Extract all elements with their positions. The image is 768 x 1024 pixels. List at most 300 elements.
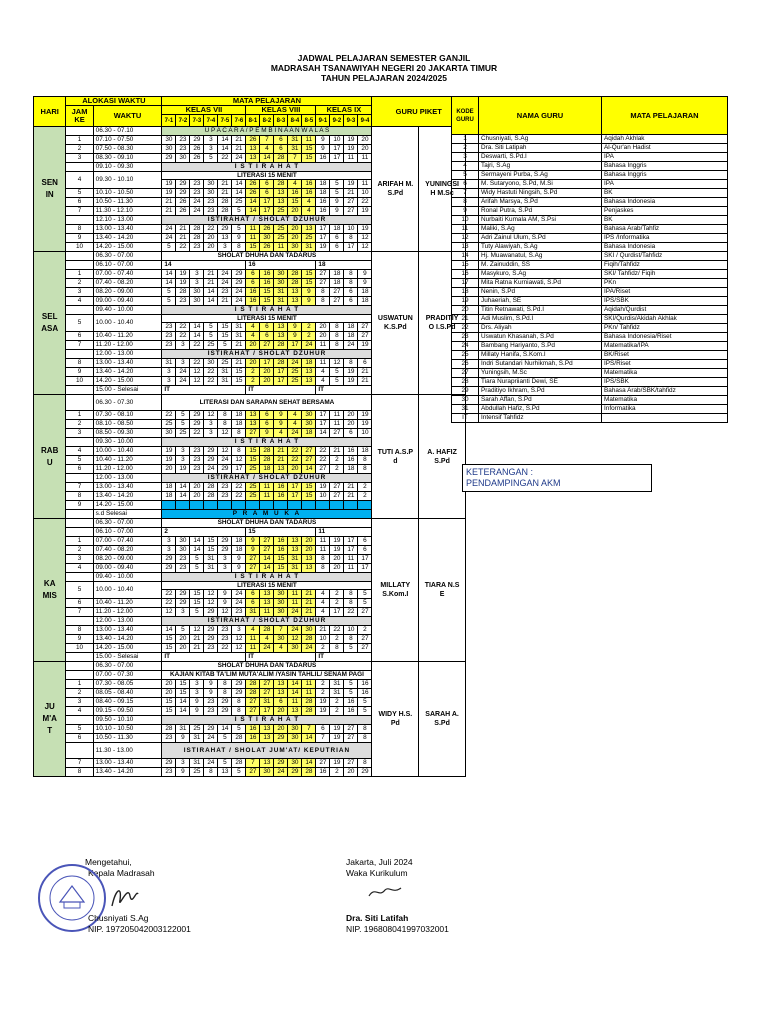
subject-code: 12: [218, 429, 232, 438]
teacher-name: Tajri, S.Ag: [479, 162, 602, 171]
sign-left-name: Chusniyati S.Ag: [88, 913, 149, 923]
subject-code: 20: [246, 359, 260, 368]
subject-code: 2: [358, 492, 372, 501]
class-note: 18: [316, 261, 372, 270]
waktu: 09.00 - 09.40: [93, 297, 162, 306]
waktu: 08.05 - 08.40: [93, 689, 162, 698]
teacher-name: Yuningsih, M.Sc: [479, 369, 602, 378]
subject-code: 24: [218, 270, 232, 279]
subject-code: 23: [190, 243, 204, 252]
col-kelas-8: KELAS VIII: [246, 106, 316, 115]
subject-code: 28: [302, 635, 316, 644]
subject-code: 14: [218, 725, 232, 734]
jam-ke: 10: [66, 644, 93, 653]
subject-code: 30: [288, 243, 302, 252]
jam-ke: [66, 662, 93, 671]
subject-code: 13: [288, 537, 302, 546]
subject-code: 2: [316, 644, 330, 653]
teacher-row: [452, 369, 728, 378]
subject-code: 4: [246, 626, 260, 635]
subject-code: 5: [344, 644, 358, 653]
teacher-subject: Aqidah Akhlak: [602, 135, 728, 144]
waktu: 10.10 - 10.50: [93, 189, 162, 198]
day-2: RABU: [34, 395, 66, 519]
subject-code: 9: [288, 332, 302, 341]
subject-code: 14: [231, 180, 245, 188]
subject-code: 3: [162, 537, 176, 546]
guru-piket-1: ARIFAH M.S.Pd: [372, 127, 419, 252]
jam-ke: 7: [66, 483, 93, 492]
teacher-name: Uswatun Khasanah, S.Pd: [479, 333, 602, 342]
subject-code: 21: [344, 492, 358, 501]
subject-code: 21: [330, 447, 344, 456]
waktu: 14.20 - 15.00: [93, 243, 162, 252]
subject-code: 8: [358, 456, 372, 465]
subject-code: 9: [232, 555, 246, 564]
teacher-code: 29: [452, 387, 479, 396]
subject-code: 16: [316, 154, 330, 163]
teacher-code: 19: [452, 297, 479, 306]
class-9-3: 9-3: [344, 115, 358, 127]
subject-code: 28: [190, 234, 204, 243]
subject-code: 16: [246, 297, 260, 306]
subject-code: 20: [274, 725, 288, 734]
jam-ke: 1: [66, 411, 93, 420]
teacher-row: [452, 153, 728, 162]
subject-code: 6: [260, 189, 274, 198]
subject-code: 9: [330, 207, 344, 216]
block-label: ISTIRAHAT / SHOLAT DZUHUR: [162, 350, 372, 359]
teacher-row: [452, 414, 728, 423]
subject-code: 7: [288, 154, 302, 163]
keterangan-title: KETERANGAN :: [466, 467, 534, 477]
subject-code: 22: [316, 456, 330, 465]
subject-code: 24: [162, 234, 176, 243]
subject-code: 25: [246, 465, 260, 474]
subject-code: 22: [175, 323, 189, 331]
subject-code: 3: [204, 136, 218, 145]
pramuka-cell: [162, 501, 176, 510]
teacher-name: Maliki, S.Ag: [479, 225, 602, 234]
teacher-subject: Informatika: [602, 405, 728, 414]
teacher-subject: Bahasa Indonesia: [602, 243, 728, 252]
col-kelas-9: KELAS IX: [316, 106, 372, 115]
teacher-code: 21: [452, 315, 479, 324]
waktu: 06.30 - 07.00: [93, 519, 162, 528]
subject-code: 27: [316, 465, 330, 474]
subject-code: 7: [302, 725, 316, 734]
subject-code: 3: [176, 447, 190, 456]
subject-code: 29: [358, 768, 372, 777]
subject-code: 4: [316, 599, 330, 608]
teacher-subject: Matematika/IPA: [602, 342, 728, 351]
subject-group: [162, 582, 372, 599]
subject-code: 28: [260, 447, 274, 456]
subject-code: 25: [246, 492, 260, 501]
subject-code: 31: [231, 323, 245, 331]
jam-ke: 10: [66, 377, 93, 386]
subject-code: 31: [302, 243, 316, 252]
subject-code: 27: [260, 680, 274, 689]
waktu: 07.00 - 07.30: [93, 671, 162, 680]
subject-code: 27: [344, 198, 358, 207]
subject-code: 5: [190, 555, 204, 564]
subject-code: 8: [344, 234, 358, 243]
subject-code: 6: [344, 288, 358, 297]
teacher-row: [452, 396, 728, 405]
teacher-subject: Bahasa Indonesia: [602, 198, 728, 207]
waktu: 08.40 - 09.15: [93, 698, 162, 707]
subject-code: 19: [358, 225, 372, 234]
subject-code: 14: [204, 288, 218, 297]
subject-code: 30: [260, 768, 274, 777]
teacher-code: 11: [452, 225, 479, 234]
teacher-row: [452, 288, 728, 297]
subject-code: 23: [162, 341, 176, 350]
subject-code: 12: [162, 608, 176, 617]
subject-code: 16: [274, 483, 288, 492]
pramuka-cell: [176, 501, 190, 510]
subject-code: 27: [358, 644, 372, 653]
subject-code: 18: [330, 279, 344, 288]
subject-code: 30: [302, 411, 316, 420]
class-8-5: 8-5: [302, 115, 316, 127]
subject-code: 26: [176, 207, 190, 216]
subject-code: 8: [344, 270, 358, 279]
subject-code: 29: [232, 270, 246, 279]
subject-code: 18: [330, 270, 344, 279]
subject-code: 15: [246, 243, 260, 252]
subject-code: 19: [358, 207, 372, 216]
subject-code: 17: [344, 546, 358, 555]
subject-code: 21: [358, 377, 372, 386]
subject-code: 19: [162, 456, 176, 465]
teacher-row: [452, 378, 728, 387]
subject-code: 15: [232, 368, 246, 377]
class-note: 16: [246, 261, 316, 270]
subject-code: 18: [358, 288, 372, 297]
subject-code: 6: [259, 323, 273, 331]
pramuka-cell: [344, 501, 358, 510]
subject-code: 3: [190, 270, 204, 279]
subject-code: 8: [344, 599, 358, 608]
waktu: 10.00 - 10.40: [93, 315, 162, 332]
subject-code: 23: [218, 492, 232, 501]
pramuka-cell: [190, 501, 204, 510]
subject-code: 15: [246, 456, 260, 465]
subject-code: 14: [162, 626, 176, 635]
subject-code: 24: [302, 644, 316, 653]
class-7-2: 7-2: [176, 115, 190, 127]
subject-code: 19: [343, 180, 357, 188]
sign-left-line1: Mengetahui,: [85, 857, 132, 867]
teacher-code: 13: [452, 243, 479, 252]
jam-ke: [66, 252, 93, 261]
subject-code: 24: [204, 759, 218, 768]
subject-code: 28: [246, 680, 260, 689]
teacher-row: [452, 387, 728, 396]
teacher-name: Dra. Siti Latipah: [479, 144, 602, 153]
subject-code: 9: [302, 288, 316, 297]
teacher-name: M. Zainuddin, SS: [479, 261, 602, 270]
waktu: 12.10 - 13.00: [93, 216, 162, 225]
col-kelas-7: KELAS VII: [162, 106, 246, 115]
subject-code: 25: [288, 377, 302, 386]
subject-code: 4: [315, 590, 329, 598]
subject-code: 28: [218, 207, 232, 216]
subject-code: 18: [344, 465, 358, 474]
block-label: KAJIAN KITAB TA'LIM MUTA'ALIM /YASIN TAHLIL/ SENAM PAGI: [162, 671, 372, 680]
block-label: I S T I R A H A T: [162, 573, 372, 582]
subject-code: 17: [288, 492, 302, 501]
jam-ke: 5: [66, 315, 93, 332]
subject-code: 10: [316, 635, 330, 644]
subject-code: 5: [232, 768, 246, 777]
sign-left-line2: Kepala Madrasah: [88, 868, 155, 878]
waktu: 09.40 - 10.00: [93, 573, 162, 582]
subject-code: 3: [218, 564, 232, 573]
subject-code: 4: [260, 635, 274, 644]
pramuka-cell: [204, 501, 218, 510]
subject-code: 19: [358, 411, 372, 420]
subject-code: 28: [274, 359, 288, 368]
header-row-1: [34, 97, 466, 106]
jam-ke: 8: [66, 626, 93, 635]
subject-code: 24: [302, 341, 316, 350]
subject-code: 3: [162, 546, 176, 555]
waktu: 07.40 - 08.20: [93, 546, 162, 555]
waktu: 07.00 - 07.40: [93, 270, 162, 279]
teacher-row: [452, 144, 728, 153]
subject-code: 25: [190, 768, 204, 777]
subject-code: 20: [162, 465, 176, 474]
subject-code: 19: [176, 270, 190, 279]
subject-code: 28: [274, 341, 288, 350]
subject-code: 29: [176, 599, 190, 608]
subject-code: 5: [232, 207, 246, 216]
subject-code: 21: [217, 180, 231, 188]
teacher-row: [452, 270, 728, 279]
subject-code: 30: [190, 297, 204, 306]
subject-code: 23: [165, 323, 173, 330]
subject-code: 8: [358, 734, 372, 743]
subject-code: 14: [288, 680, 302, 689]
subject-code: 16: [316, 198, 330, 207]
subject-code: 16: [316, 207, 330, 216]
schedule-row: [34, 519, 466, 528]
teacher-code: 7: [452, 189, 479, 198]
teacher-subject: Fiqih/Tahfidz: [602, 261, 728, 270]
subject-code: 31: [204, 564, 218, 573]
teacher-row: [452, 405, 728, 414]
subject-code: 21: [358, 368, 372, 377]
subject-code: 13: [260, 599, 274, 608]
subject-code: 15: [204, 537, 218, 546]
teacher-code: 27: [452, 369, 479, 378]
subject-code: 23: [176, 564, 190, 573]
subject-code: 17: [344, 243, 358, 252]
subject-code: 20: [204, 243, 218, 252]
subject-code: 21: [301, 590, 315, 598]
subject-code: 13: [218, 768, 232, 777]
class-note: 14: [162, 261, 246, 270]
subject-code: 29: [274, 734, 288, 743]
jam-ke: 4: [66, 707, 93, 716]
subject-code: 8: [344, 359, 358, 368]
jam-ke: 4: [66, 564, 93, 573]
subject-code: 27: [260, 341, 274, 350]
subject-code: 3: [176, 359, 190, 368]
subject-code: 15: [162, 707, 176, 716]
teacher-subject: BK/Riset: [602, 351, 728, 360]
subject-code: 13: [302, 368, 316, 377]
subject-code: 6: [358, 359, 372, 368]
subject-code: 6: [259, 180, 273, 188]
subject-code: 22: [358, 198, 372, 207]
waktu: 07.30 - 08.05: [93, 680, 162, 689]
waktu: s.d Selesai: [93, 510, 162, 519]
subject-code: 27: [302, 456, 316, 465]
subject-code: 22: [176, 243, 190, 252]
subject-code: 4: [316, 368, 330, 377]
subject-code: 11: [246, 644, 260, 653]
subject-code: 20: [260, 377, 274, 386]
teacher-header: [452, 97, 728, 135]
subject-code: 29: [162, 759, 176, 768]
jam-ke: [66, 306, 93, 315]
teacher-subject: IPA: [602, 153, 728, 162]
subject-code: 19: [330, 537, 344, 546]
subject-code: 13: [246, 154, 260, 163]
subject-code: 4: [287, 180, 301, 188]
subject-code: 20: [274, 707, 288, 716]
subject-code: 21: [190, 644, 204, 653]
teacher-code: 9: [452, 207, 479, 216]
subject-code: 24: [288, 359, 302, 368]
subject-code: 17: [288, 341, 302, 350]
sign-right-line2: Waka Kurikulum: [346, 868, 408, 878]
jam-ke: [66, 528, 93, 537]
teacher-name: Hj. Muawanatul, S.Ag: [479, 252, 602, 261]
subject-code: 5: [176, 626, 190, 635]
subject-code: 8: [232, 698, 246, 707]
subject-code: 13: [302, 564, 316, 573]
jam-ke: 3: [66, 154, 93, 163]
day-0: SENIN: [34, 127, 66, 252]
subject-code: 11: [246, 234, 260, 243]
subject-code: 20: [344, 768, 358, 777]
subject-code: 21: [162, 198, 176, 207]
subject-code: 4: [260, 145, 274, 154]
teacher-code: 31: [452, 405, 479, 414]
subject-code: 22: [204, 377, 218, 386]
subject-code: 21: [302, 599, 316, 608]
subject-code: 5: [162, 288, 176, 297]
subject-code: 18: [302, 359, 316, 368]
subject-code: 19: [316, 698, 330, 707]
waktu: 13.40 - 14.20: [93, 768, 162, 777]
teacher-table: [451, 96, 728, 423]
subject-code: 9: [316, 145, 330, 154]
teacher-name: Intensif Tahfidz: [479, 414, 602, 423]
subject-code: 7: [274, 626, 288, 635]
jam-ke: 10: [66, 243, 93, 252]
subject-code: 24: [232, 297, 246, 306]
subject-code: 4: [316, 377, 330, 386]
subject-code: 4: [288, 420, 302, 429]
subject-code: 4: [302, 198, 316, 207]
jam-ke: [66, 261, 93, 270]
class-7-3: 7-3: [190, 115, 204, 127]
subject-code: 22: [204, 225, 218, 234]
teacher-row: [452, 135, 728, 144]
subject-code: 24: [232, 288, 246, 297]
subject-code: 5: [176, 420, 190, 429]
subject-code: 14: [218, 145, 232, 154]
teacher-row: [452, 297, 728, 306]
teacher-subject: Bahasa Arab/Tahfiz: [602, 225, 728, 234]
waktu: 08.10 - 08.50: [93, 420, 162, 429]
subject-code: 21: [302, 608, 316, 617]
subject-code: 28: [273, 180, 287, 188]
subject-code: 28: [302, 698, 316, 707]
subject-code: 11: [330, 420, 344, 429]
teacher-row: [452, 171, 728, 180]
subject-code: 24: [204, 734, 218, 743]
waktu: 07.50 - 08.30: [93, 145, 162, 154]
subject-code: 29: [232, 689, 246, 698]
subject-code: 15: [302, 483, 316, 492]
subject-code: 10: [344, 626, 358, 635]
teacher-row: [452, 261, 728, 270]
subject-code: 19: [344, 368, 358, 377]
subject-code: 7: [260, 136, 274, 145]
subject-code: 11: [344, 564, 358, 573]
subject-code: 20: [288, 234, 302, 243]
subject-code: 13: [246, 411, 260, 420]
waktu: 10.50 - 11.30: [93, 734, 162, 743]
guru-piket-2: TIARA N.SE: [419, 519, 466, 662]
subject-code: 27: [316, 270, 330, 279]
subject-code: 17: [316, 225, 330, 234]
subject-code: 5: [190, 608, 204, 617]
teacher-row: [452, 162, 728, 171]
pramuka-cell: [288, 501, 302, 510]
subject-code: 31: [288, 564, 302, 573]
subject-code: 22: [162, 599, 176, 608]
subject-code: 10: [316, 492, 330, 501]
subject-code: 17: [316, 411, 330, 420]
subject-code: 14: [176, 698, 190, 707]
subject-code: 30: [176, 154, 190, 163]
subject-code: 28: [204, 483, 218, 492]
subject-code: 31: [232, 332, 246, 341]
subject-code: 22: [344, 608, 358, 617]
subject-code: 22: [162, 411, 176, 420]
subject-code: 15: [232, 377, 246, 386]
jam-ke: [66, 671, 93, 680]
schedule-table: [33, 96, 466, 777]
waktu: 13.40 - 14.20: [93, 492, 162, 501]
subject-code: 18: [232, 411, 246, 420]
subject-group: [162, 172, 372, 189]
subject-code: 27: [260, 546, 274, 555]
subject-code: 21: [232, 136, 246, 145]
jam-ke: 2: [66, 420, 93, 429]
subject-code: 3: [190, 279, 204, 288]
subject-code: 29: [232, 279, 246, 288]
subject-code: 29: [204, 447, 218, 456]
